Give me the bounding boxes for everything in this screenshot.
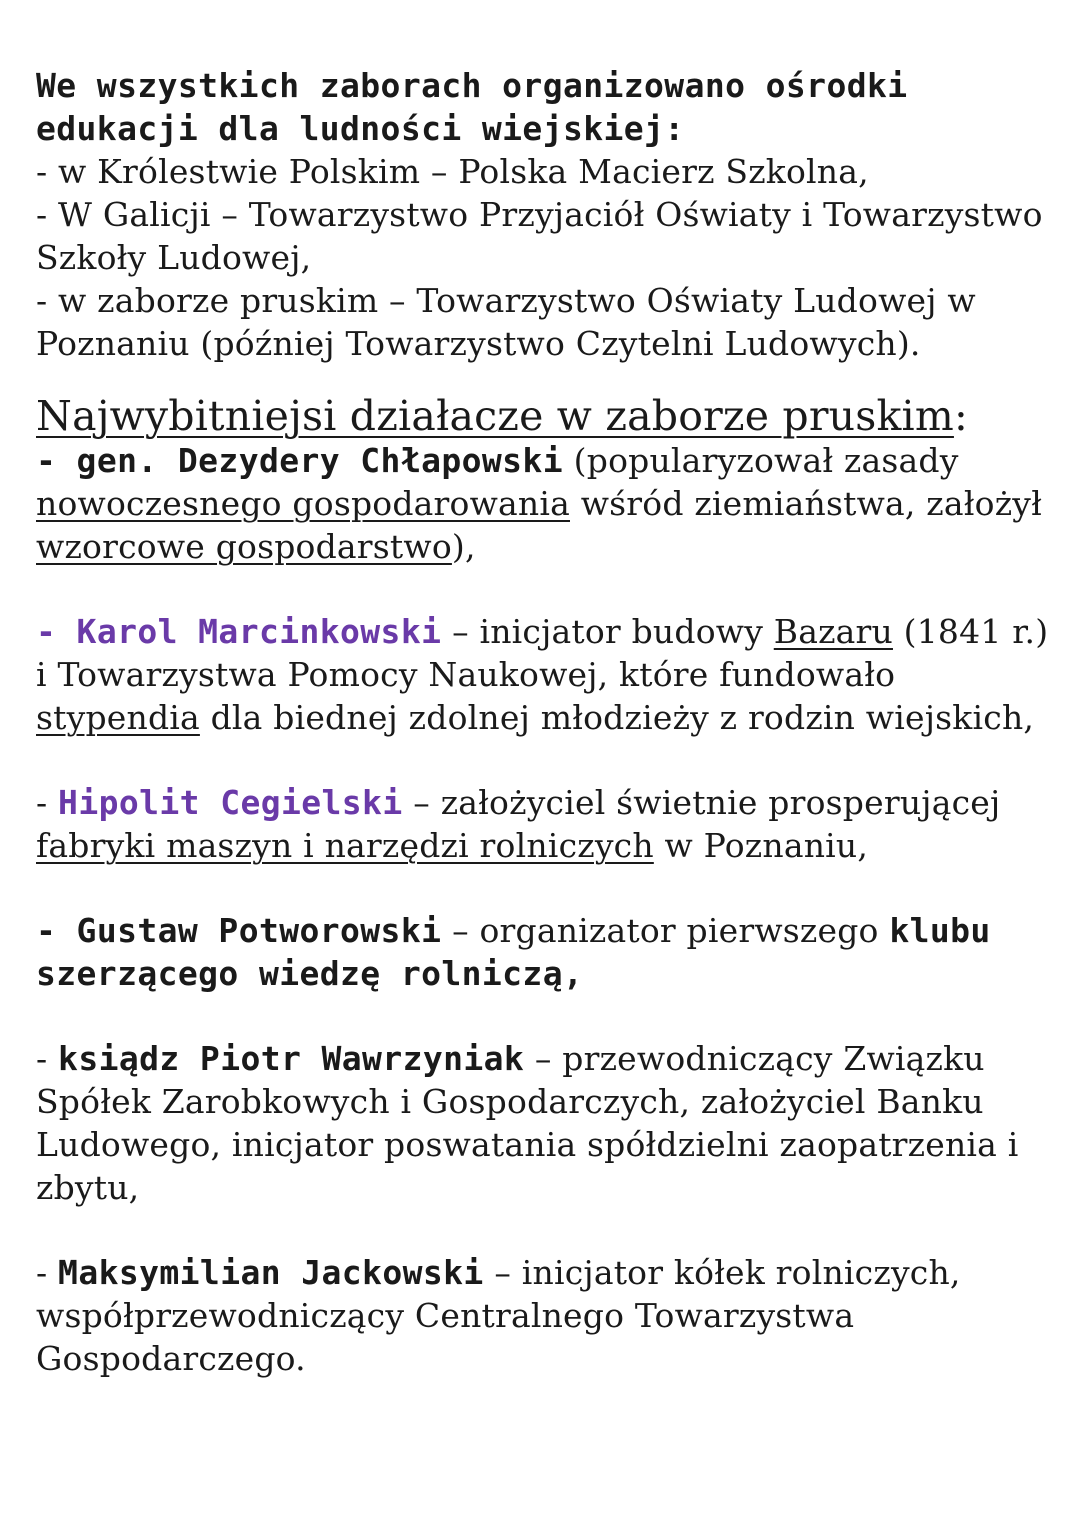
person-text: (1841 r.) i Towarzystwa Pomocy Naukowej, które fundowało — [36, 612, 1049, 694]
person-text: – inicjator kółek rolniczych, współprzewodniczący Centralnego Towarzystwa Gospodarczego. — [36, 1253, 961, 1378]
person-text: (popularyzował zasady — [562, 441, 959, 480]
person-text: – inicjator budowy — [441, 612, 774, 651]
person-underlined: Bazaru — [773, 612, 893, 651]
person-underlined: stypendia — [36, 698, 200, 737]
person-name: gen. Dezydery Chłapowski — [76, 441, 563, 480]
person-text: – organizator pierwszego — [441, 911, 890, 950]
person-text: – założyciel świetnie prosperującej — [402, 783, 1001, 822]
person-dash: - — [36, 612, 77, 651]
intro-item-galicja: - W Galicji – Towarzystwo Przyjaciół Oświaty i Towarzystwo Szkoły Ludowej, — [36, 195, 1043, 277]
person-dash: - — [36, 1039, 59, 1078]
spacer — [36, 995, 1056, 1037]
person-text: w Poznaniu, — [653, 826, 869, 865]
person-marcinkowski — [36, 610, 1056, 739]
person-underlined: wzorcowe gospodarstwo — [36, 527, 452, 566]
spacer — [36, 867, 1056, 909]
section-title-text: Najwybitniejsi działacze w zaborze pruskim — [36, 392, 954, 440]
person-cegielski — [36, 781, 1056, 867]
person-potworowski — [36, 909, 1056, 995]
person-dash: - — [36, 1253, 59, 1292]
person-jackowski — [36, 1251, 1056, 1380]
section-title-colon: : — [953, 392, 968, 440]
person-text: dla biednej zdolnej młodzieży z rodzin wiejskich, — [199, 698, 1035, 737]
person-name-highlighted: Hipolit Cegielski — [58, 783, 403, 822]
person-name-highlighted: Karol Marcinkowski — [76, 612, 442, 651]
person-text: ), — [451, 527, 476, 566]
person-underlined: nowoczesnego gospodarowania — [36, 484, 570, 523]
person-dash: - — [36, 911, 77, 950]
spacer — [36, 568, 1056, 610]
section-title — [36, 393, 1056, 439]
document-page — [36, 64, 1056, 1380]
person-bold-phrase: klubu szerzącego wiedzę rolniczą, — [36, 911, 991, 993]
spacer — [36, 739, 1056, 781]
intro-heading: We wszystkich zaborach organizowano ośrodki edukacji dla ludności wiejskiej: — [36, 66, 908, 148]
person-name: Gustaw Potworowski — [76, 911, 442, 950]
intro-item-zabor-pruski: - w zaborze pruskim – Towarzystwo Oświaty Ludowej w Poznaniu (później Towarzystwo Czytelni Ludowych). — [36, 281, 976, 363]
person-name: ksiądz Piotr Wawrzyniak — [58, 1039, 525, 1078]
person-text: – przewodniczący Związku Spółek Zarobkowych i Gospodarczych, założyciel Banku Ludowego, inicjator poswatania spółdzielni zaopatrzenia i zbytu, — [36, 1039, 1019, 1207]
person-underlined: fabryki maszyn i narzędzi rolniczych — [36, 826, 654, 865]
person-dash: - — [36, 441, 77, 480]
spacer — [36, 1209, 1056, 1251]
person-text: wśród ziemiaństwa, założył — [570, 484, 1043, 523]
person-chlapowski — [36, 439, 1056, 568]
person-wawrzyniak — [36, 1037, 1056, 1209]
intro-item-krolestwo: - w Królestwie Polskim – Polska Macierz Szkolna, — [36, 152, 869, 191]
intro-block — [36, 64, 1056, 365]
person-dash: - — [36, 783, 59, 822]
person-name: Maksymilian Jackowski — [58, 1253, 484, 1292]
